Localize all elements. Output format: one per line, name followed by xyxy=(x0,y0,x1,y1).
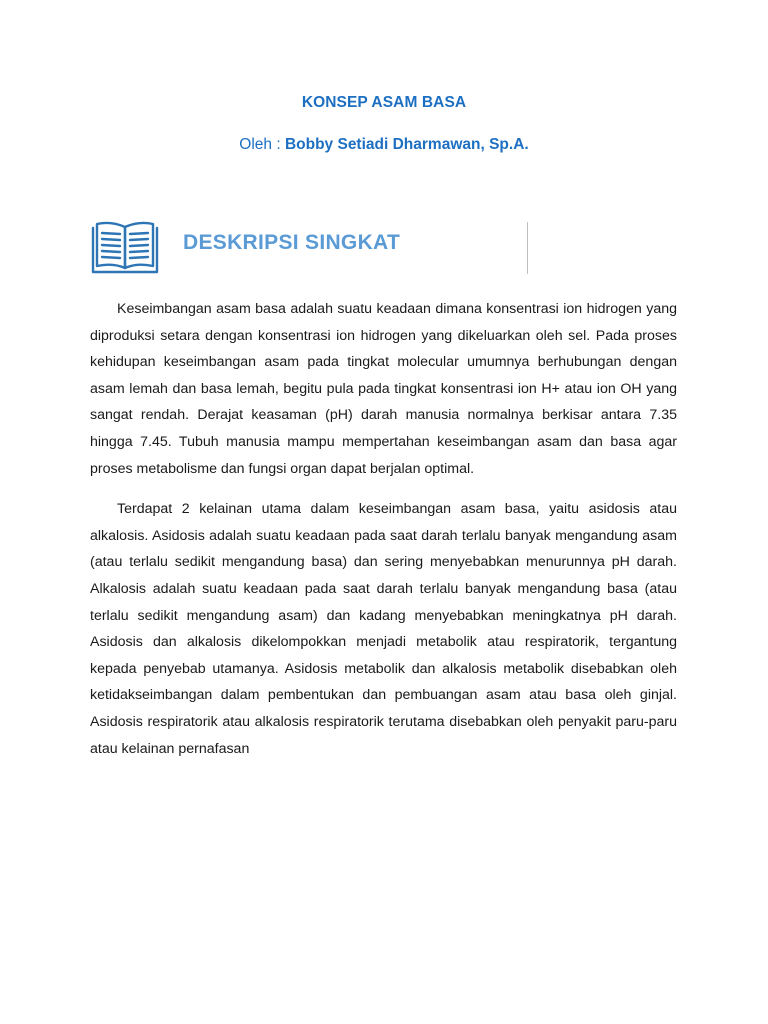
body-text xyxy=(90,296,677,776)
paragraph: Terdapat 2 kelainan utama dalam keseimbangan asam basa, yaitu asidosis atau alkalosis. Asidosis adalah suatu keadaan pada saat darah terlalu banyak mengandung asam (atau terlalu sedikit mengandung basa) dan sering menyebabkan menurunnya pH darah. Alkalosis adalah suatu keadaan pada saat darah terlalu banyak mengandung basa (atau terlalu sedikit mengandung asam) dan kadang menyebabkan meningkatnya pH darah. Asidosis dan alkalosis dikelompokkan menjadi metabolik atau respiratorik, tergantung kepada penyebab utamanya. Asidosis metabolik dan alkalosis metabolik disebabkan oleh ketidakseimbangan dalam pembentukan dan pembuangan asam atau basa oleh ginjal. Asidosis respiratorik atau alkalosis respiratorik terutama disebabkan oleh penyakit paru-paru atau kelainan pernafasan xyxy=(90,501,677,757)
section-header xyxy=(90,218,530,276)
vertical-divider xyxy=(527,222,528,274)
paragraph: Keseimbangan asam basa adalah suatu keadaan dimana konsentrasi ion hidrogen yang diproduksi setara dengan konsentrasi ion hidrogen yang dikeluarkan oleh sel. Pada proses kehidupan keseimbangan asam pada tingkat molecular umumnya berhubungan dengan asam lemah dan basa lemah, begitu pula pada tingkat konsentrasi ion H+ atau ion OH yang sangat rendah. Derajat keasaman (pH) darah manusia normalnya berkisar antara 7.35 hingga 7.45. Tubuh manusia mampu mempertahan keseimbangan asam dan basa agar proses metabolisme dan fungsi organ dapat berjalan optimal. xyxy=(90,301,677,477)
author-name: Bobby Setiadi Dharmawan, Sp.A. xyxy=(284,136,529,153)
author-separator: : xyxy=(272,136,285,153)
book-icon xyxy=(90,220,160,274)
author-line xyxy=(0,136,768,154)
author-prefix: Oleh xyxy=(239,136,273,153)
document-title: KONSEP ASAM BASA xyxy=(301,94,467,111)
section-heading: DESKRIPSI SINGKAT xyxy=(183,231,401,254)
